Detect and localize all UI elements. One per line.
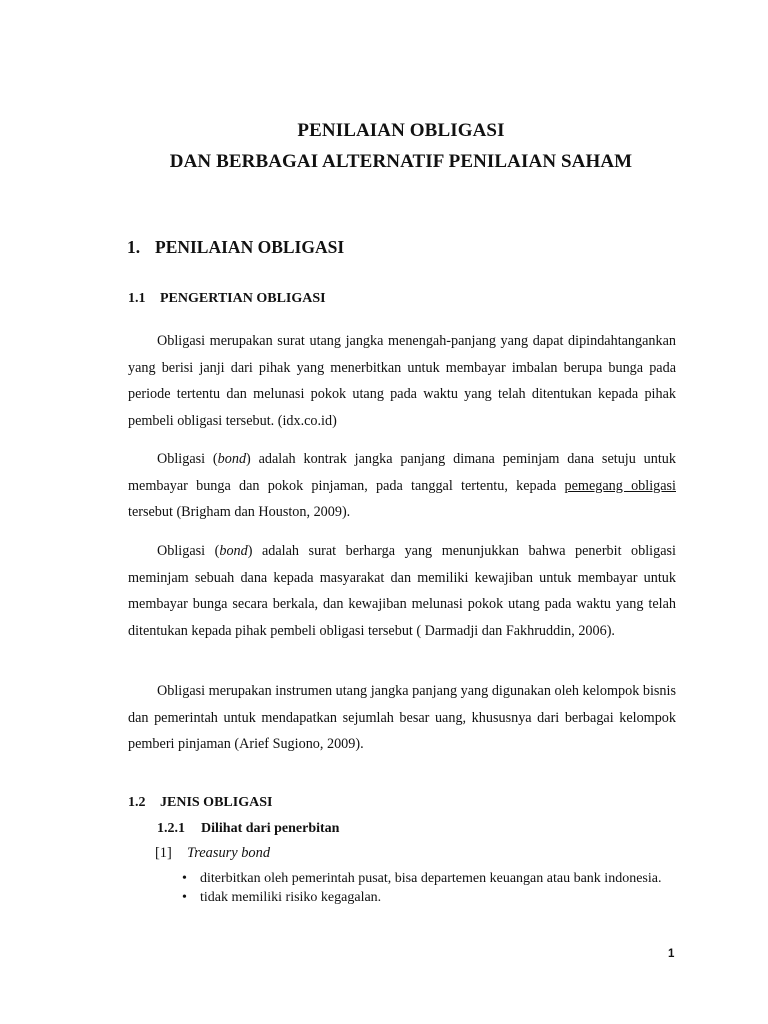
section-1-2-heading	[128, 795, 272, 811]
section-1-1-title: PENGERTIAN OBLIGASI	[160, 291, 326, 306]
paragraph-3-italic-term: bond	[219, 543, 248, 559]
bullet-icon: •	[182, 871, 187, 886]
section-1-2-1-title: Dilihat dari penerbitan	[201, 821, 340, 836]
section-1-title: PENILAIAN OBLIGASI	[155, 237, 345, 257]
section-1-2-title: JENIS OBLIGASI	[160, 795, 273, 810]
bullet-item	[176, 889, 676, 907]
list-item-number: [1]	[155, 845, 172, 861]
paragraph-2-text-b: ) adalah kontrak jangka panjang dimana peminjam dana setuju untuk membayar bunga dan pokok pinjaman, pada tanggal tertentu, kepada	[128, 451, 676, 494]
bullet-list	[176, 870, 676, 908]
page-number: 1	[668, 948, 675, 960]
section-1-2-1-number: 1.2.1	[157, 821, 185, 836]
section-1-2-number: 1.2	[128, 795, 146, 810]
paragraph-4: Obligasi merupakan instrumen utang jangka panjang yang digunakan oleh kelompok bisnis dan pemerintah untuk mendapatkan sejumlah besar uang, khususnya dari berbagai kelompok pemberi pinjaman (Arief Sugiono, 2009).	[128, 683, 676, 753]
bullet-icon: •	[182, 890, 187, 905]
section-1-number: 1.	[127, 237, 141, 257]
paragraph-1: Obligasi merupakan surat utang jangka menengah-panjang yang dapat dipindahtangankan yang berisi janji dari pihak yang menerbitkan untuk membayar imbalan berupa bunga pada periode tertentu dan melunasi pokok utang pada waktu yang telah ditentukan kepada pihak pembeli obligasi tersebut. (idx.co.id)	[128, 333, 676, 429]
document-title-line-2: DAN BERBAGAI ALTERNATIF PENILAIAN SAHAM	[169, 151, 633, 172]
section-1-1-heading	[128, 291, 326, 307]
bullet-item	[176, 870, 676, 888]
paragraph-2-underlined-term: pemegang obligasi	[564, 477, 676, 494]
paragraph-3	[128, 538, 676, 644]
document-title-line-1: PENILAIAN OBLIGASI	[297, 120, 505, 141]
list-item-title: Treasury bond	[187, 845, 271, 861]
paragraph-3-text-b: ) adalah surat berharga yang menunjukkan bahwa penerbit obligasi meminjam sebuah dana kepada masyarakat dan memiliki kewajiban untuk membayar untuk membayar bunga secara berkala, dan kewajiban melunasi pokok utang pada waktu yang telah ditentukan kepada pihak pembeli obligasi tersebut ( Darmadji dan Fakhruddin, 2006).	[128, 543, 676, 639]
section-1-1-number: 1.1	[128, 291, 146, 306]
list-item-treasury-bond	[155, 845, 270, 862]
section-1-heading	[127, 237, 344, 258]
bullet-item-text: tidak memiliki risiko kegagalan.	[200, 890, 382, 905]
paragraph-2-text-c: tersebut (Brigham dan Houston, 2009).	[128, 504, 351, 521]
paragraph-3-text-a: Obligasi (	[157, 543, 220, 559]
section-1-2-1-heading	[157, 821, 339, 837]
paragraph-2-text-a: Obligasi (	[157, 451, 218, 467]
paragraph-2	[128, 446, 676, 526]
paragraph-2-italic-term: bond	[217, 451, 247, 467]
bullet-item-text: diterbitkan oleh pemerintah pusat, bisa departemen keuangan atau bank indonesia.	[200, 871, 662, 886]
